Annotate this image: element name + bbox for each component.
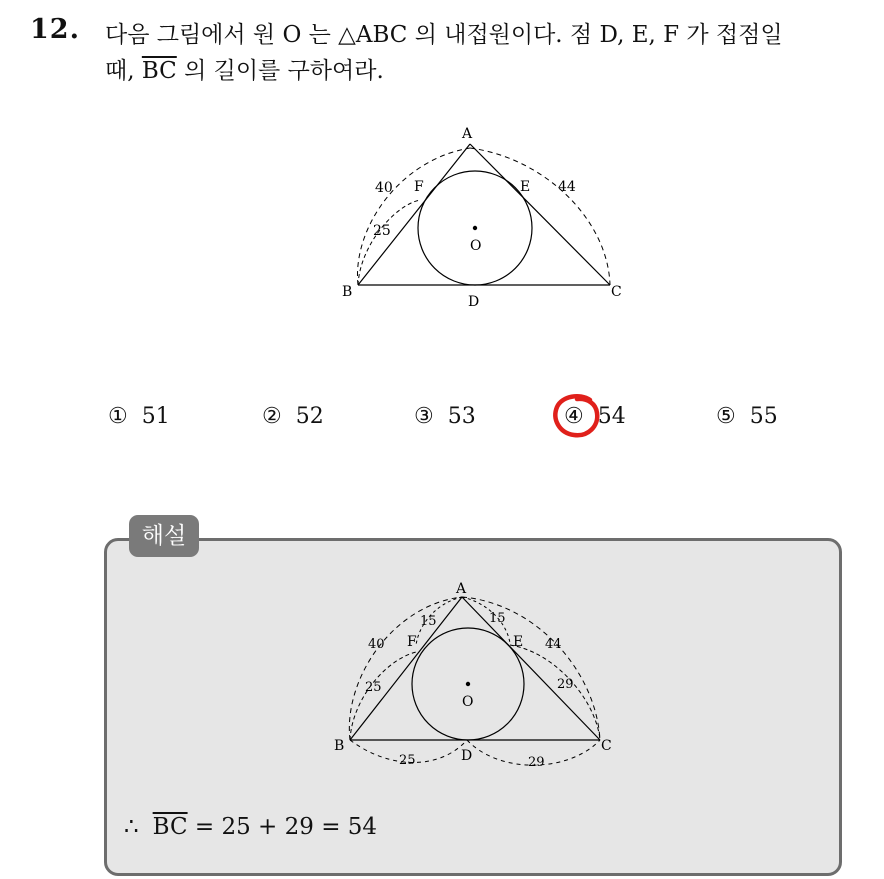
arc-bf — [358, 200, 420, 285]
choice-5[interactable] — [716, 404, 778, 429]
choice-2[interactable] — [262, 404, 324, 429]
length-ac-label: 44 — [558, 179, 576, 195]
sol-vertex-b-label: B — [334, 738, 345, 754]
question-text-line2 — [105, 52, 384, 85]
point-e-label: E — [520, 179, 531, 195]
therefore-symbol: ∴ — [124, 814, 139, 840]
choice-3-mark: ③ — [414, 404, 434, 429]
problem-figure — [330, 120, 640, 320]
point-d-label: D — [468, 294, 480, 310]
sol-center-o-label: O — [462, 694, 474, 710]
vertex-c-label: C — [611, 284, 622, 300]
length-ab-label: 40 — [375, 180, 393, 196]
sol-vertex-c-label: C — [601, 738, 612, 754]
segment-bc-label: $\overline{BC}$ — [141, 58, 177, 84]
selected-answer-circle — [550, 392, 606, 442]
question-line2-suffix: 의 길이를 구하여라. — [176, 58, 384, 84]
center-dot — [473, 226, 477, 230]
choice-3[interactable] — [414, 404, 476, 429]
sol-center-dot — [466, 682, 470, 686]
sol-length-dc-label: 29 — [528, 755, 545, 770]
center-o-label: O — [470, 238, 482, 254]
point-f-label: F — [414, 179, 424, 195]
sol-point-f-label: F — [407, 634, 417, 650]
solution-conclusion — [124, 814, 377, 840]
choice-5-value: 55 — [749, 404, 778, 429]
choice-1-mark: ① — [108, 404, 128, 429]
sol-length-af-label: 15 — [420, 614, 437, 629]
choice-4-mark: ④ — [564, 404, 584, 429]
sol-side-ac — [462, 597, 600, 740]
conclusion-segment-bc: $\overline{BC}$ — [152, 814, 188, 840]
sol-point-d-label: D — [461, 748, 473, 764]
sol-vertex-a-label: A — [456, 581, 467, 597]
vertex-b-label: B — [342, 284, 353, 300]
solution-tag: 해설 — [129, 515, 199, 557]
sol-side-ab — [350, 597, 462, 740]
solution-figure — [328, 575, 620, 775]
choice-4-value: 54 — [597, 404, 626, 429]
sol-length-ab-label: 40 — [368, 637, 385, 652]
choice-5-mark: ⑤ — [716, 404, 736, 429]
choice-2-value: 52 — [295, 404, 324, 429]
sol-length-ac-label: 44 — [545, 637, 562, 652]
sol-length-bf-label: 25 — [365, 680, 382, 695]
choice-2-mark: ② — [262, 404, 282, 429]
sol-point-e-label: E — [513, 634, 524, 650]
question-number: 12. — [30, 14, 80, 45]
choice-1-value: 51 — [141, 404, 170, 429]
question-text-line1: 다음 그림에서 원 O 는 △ABC 의 내접원이다. 점 D, E, F 가 접점일 — [105, 22, 783, 48]
choice-1[interactable] — [108, 404, 170, 429]
sol-length-bd-label: 25 — [399, 753, 416, 768]
question-line2-prefix: 때, — [105, 58, 142, 84]
sol-length-ce-label: 29 — [557, 677, 574, 692]
vertex-a-label: A — [462, 126, 473, 142]
length-bf-label: 25 — [373, 223, 391, 239]
choice-3-value: 53 — [447, 404, 476, 429]
conclusion-expression: = 25 + 29 = 54 — [187, 814, 378, 840]
side-ac — [470, 144, 610, 285]
sol-length-ae-label: 15 — [489, 611, 506, 626]
